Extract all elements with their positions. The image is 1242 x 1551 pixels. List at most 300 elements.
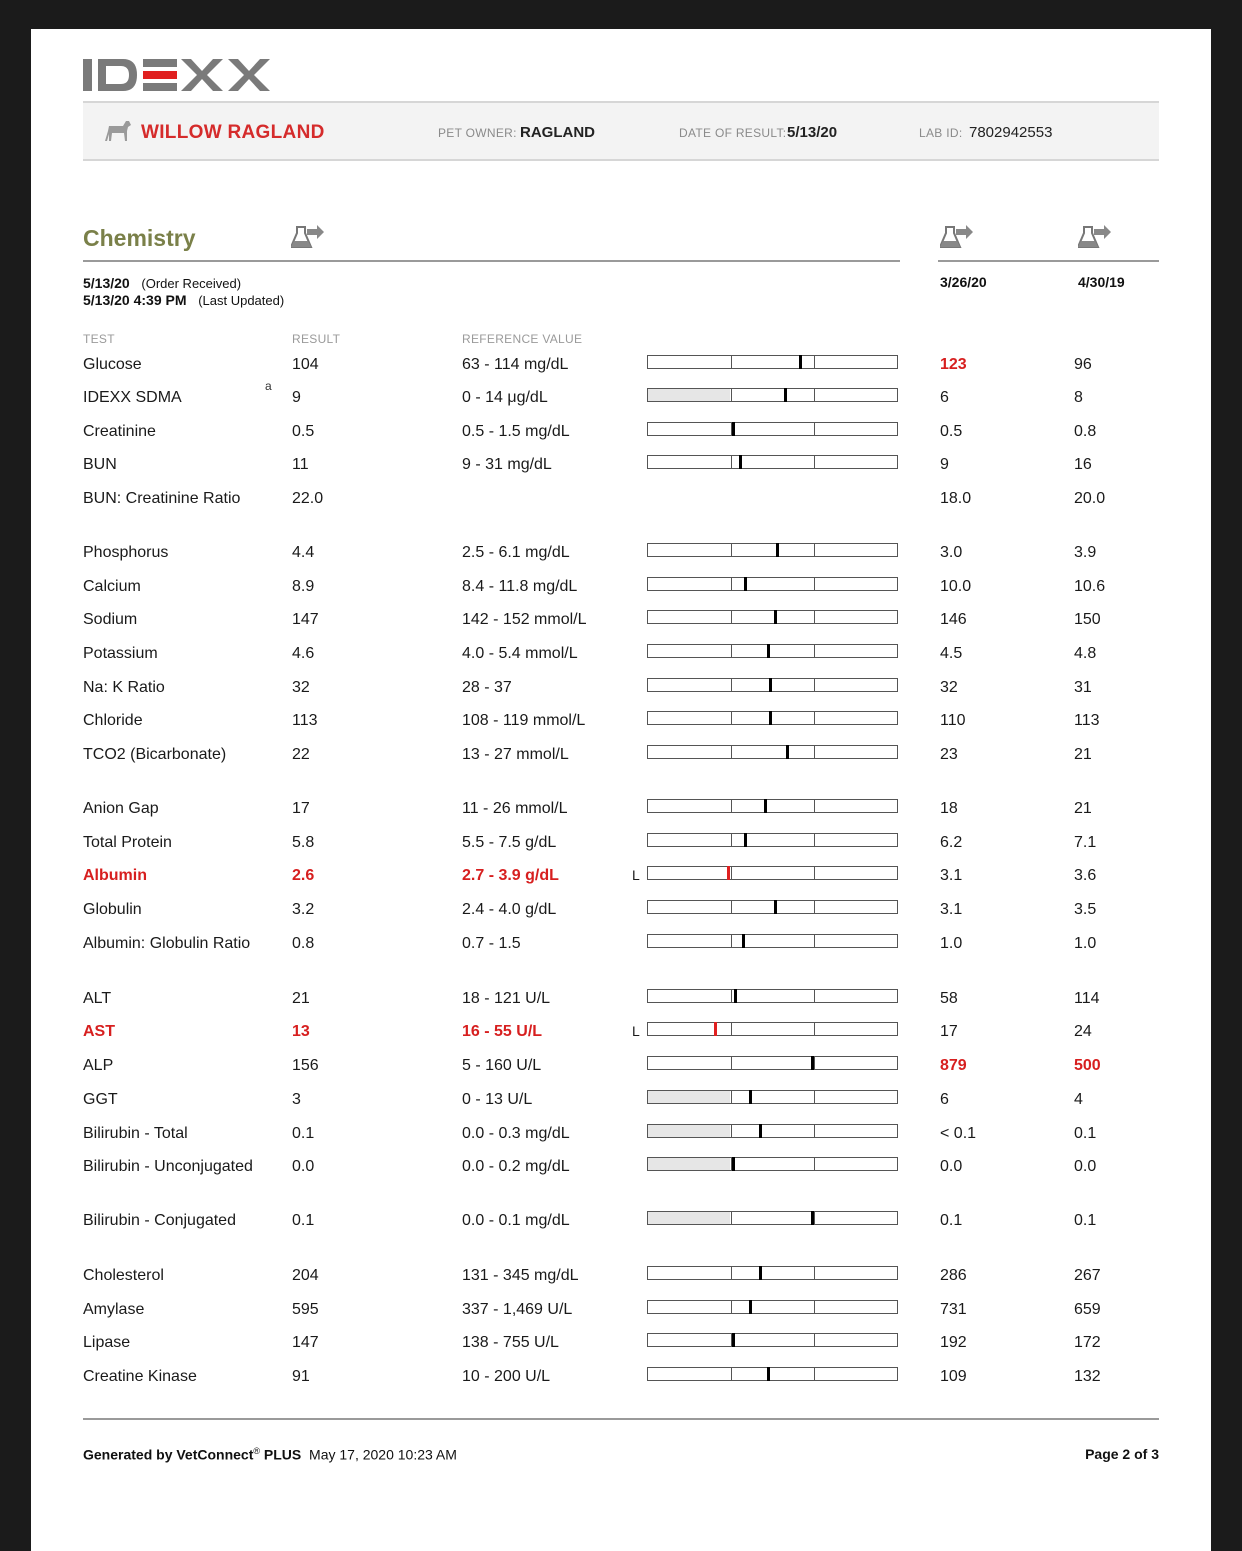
range-bar-divider xyxy=(814,679,815,691)
reference-range: 2.7 - 3.9 g/dL xyxy=(462,867,559,884)
previous-result-2: 3.6 xyxy=(1074,867,1097,884)
date-label: DATE OF RESULT: xyxy=(679,126,787,140)
table-row xyxy=(31,421,1211,455)
test-name: Bilirubin - Unconjugated xyxy=(83,1158,253,1175)
result-value: 2.6 xyxy=(292,867,315,884)
range-bar-divider xyxy=(814,1368,815,1380)
result-value: 104 xyxy=(292,356,319,373)
range-bar-divider xyxy=(814,800,815,812)
range-bar-divider xyxy=(814,1301,815,1313)
range-indicator-bar xyxy=(647,543,898,557)
previous-result-1: 0.0 xyxy=(940,1158,963,1175)
range-bar-divider xyxy=(731,800,732,812)
previous-result-2: 31 xyxy=(1074,679,1092,696)
range-bar-divider xyxy=(731,544,732,556)
range-indicator-bar xyxy=(647,355,898,369)
previous-result-2: 114 xyxy=(1074,990,1100,1007)
result-value: 22 xyxy=(292,746,310,763)
table-row xyxy=(31,609,1211,643)
table-row xyxy=(31,832,1211,866)
range-indicator-bar xyxy=(647,1124,898,1138)
result-marker xyxy=(759,1124,762,1138)
range-bar-divider xyxy=(814,389,815,401)
test-name: Sodium xyxy=(83,611,138,628)
table-row xyxy=(31,933,1211,967)
table-row xyxy=(31,542,1211,576)
result-marker xyxy=(739,455,742,469)
table-row xyxy=(31,488,1211,522)
reference-range: 11 - 26 mmol/L xyxy=(462,800,568,817)
page-number: Page 2 of 3 xyxy=(1085,1446,1159,1462)
table-row xyxy=(31,1156,1211,1190)
result-marker xyxy=(786,745,789,759)
previous-result-1: 17 xyxy=(940,1023,958,1040)
result-marker xyxy=(744,577,747,591)
range-bar-divider xyxy=(731,901,732,913)
previous-result-1: 731 xyxy=(940,1301,967,1318)
column-header-test: TEST xyxy=(83,332,115,346)
test-name: Phosphorus xyxy=(83,544,169,561)
range-bar-divider xyxy=(731,1368,732,1380)
range-indicator-bar xyxy=(647,1333,898,1347)
updated-date: 5/13/20 4:39 PM xyxy=(83,292,187,308)
section-rule xyxy=(83,260,900,262)
test-name: Potassium xyxy=(83,645,158,662)
order-note: (Order Received) xyxy=(141,276,242,291)
table-row xyxy=(31,1332,1211,1366)
previous-result-2: 10.6 xyxy=(1074,578,1106,595)
range-bar-divider xyxy=(731,935,732,947)
result-marker xyxy=(776,543,779,557)
previous-result-2: 1.0 xyxy=(1074,935,1097,952)
test-name: Anion Gap xyxy=(83,800,159,817)
labid-label: LAB ID: xyxy=(919,126,963,140)
result-value: 0.0 xyxy=(292,1158,315,1175)
range-indicator-bar xyxy=(647,1367,898,1381)
result-marker xyxy=(767,644,770,658)
reference-range: 28 - 37 xyxy=(462,679,512,696)
range-indicator-bar xyxy=(647,1300,898,1314)
previous-result-2: 267 xyxy=(1074,1267,1101,1284)
test-name: BUN: Creatinine Ratio xyxy=(83,490,241,507)
patient-name: WILLOW RAGLAND xyxy=(141,122,325,143)
result-value: 9 xyxy=(292,389,301,406)
range-bar-divider xyxy=(814,901,815,913)
result-marker xyxy=(767,1367,770,1381)
range-bar-divider xyxy=(814,611,815,623)
range-bar-divider xyxy=(814,578,815,590)
previous-result-2: 16 xyxy=(1074,456,1092,473)
table-row xyxy=(31,710,1211,744)
range-bar-shade xyxy=(648,1158,730,1170)
result-marker xyxy=(799,355,802,369)
reference-range: 10 - 200 U/L xyxy=(462,1368,551,1385)
range-bar-divider xyxy=(731,746,732,758)
range-indicator-bar xyxy=(647,1157,898,1171)
previous-result-2: 96 xyxy=(1074,356,1092,373)
flask-arrow-icon[interactable] xyxy=(940,223,974,251)
range-bar-divider xyxy=(731,1023,732,1035)
result-value: 21 xyxy=(292,990,310,1007)
previous-result-2: 150 xyxy=(1074,611,1101,628)
previous-result-1: 6 xyxy=(940,1091,949,1108)
result-value: 22.0 xyxy=(292,490,324,507)
reference-range: 16 - 55 U/L xyxy=(462,1023,543,1040)
footer-rule xyxy=(83,1418,1159,1420)
range-bar-divider xyxy=(731,456,732,468)
previous-result-2: 0.1 xyxy=(1074,1212,1097,1229)
range-indicator-bar xyxy=(647,1090,898,1104)
reference-range: 13 - 27 mmol/L xyxy=(462,746,569,763)
reference-range: 9 - 31 mg/dL xyxy=(462,456,552,473)
previous-result-1: 6 xyxy=(940,389,949,406)
table-row xyxy=(31,1089,1211,1123)
result-marker xyxy=(784,388,787,402)
previous-result-1: 123 xyxy=(940,356,967,373)
result-marker xyxy=(749,1090,752,1104)
table-row xyxy=(31,1123,1211,1157)
previous-result-1: 10.0 xyxy=(940,578,972,595)
previous-result-1: 9 xyxy=(940,456,949,473)
range-bar-divider xyxy=(814,1057,815,1069)
table-row xyxy=(31,379,1211,421)
reference-range: 5 - 160 U/L xyxy=(462,1057,542,1074)
test-name: Bilirubin - Conjugated xyxy=(83,1212,236,1229)
generated-prefix: Generated by VetConnect xyxy=(83,1446,254,1463)
result-value: 147 xyxy=(292,1334,319,1351)
previous-result-2: 172 xyxy=(1074,1334,1101,1351)
range-indicator-bar xyxy=(647,644,898,658)
result-marker xyxy=(749,1300,752,1314)
range-bar-divider xyxy=(731,867,732,879)
range-bar-shade xyxy=(648,1125,730,1137)
reference-range: 0.5 - 1.5 mg/dL xyxy=(462,423,570,440)
result-marker xyxy=(769,711,772,725)
reference-range: 18 - 121 U/L xyxy=(462,990,551,1007)
range-indicator-bar xyxy=(647,900,898,914)
test-name: Glucose xyxy=(83,356,142,373)
range-indicator-bar xyxy=(647,1266,898,1280)
result-value: 5.8 xyxy=(292,834,315,851)
result-marker xyxy=(732,422,735,436)
previous-result-1: 18.0 xyxy=(940,490,972,507)
range-bar-divider xyxy=(731,389,732,401)
flask-arrow-icon[interactable] xyxy=(1078,223,1112,251)
test-name: Albumin xyxy=(83,867,147,884)
result-marker xyxy=(714,1022,717,1036)
previous-result-1: 32 xyxy=(940,679,958,696)
range-indicator-bar xyxy=(647,989,898,1003)
previous-result-2: 0.1 xyxy=(1074,1125,1097,1142)
range-indicator-bar xyxy=(647,422,898,436)
range-indicator-bar xyxy=(647,934,898,948)
range-bar-divider xyxy=(814,834,815,846)
previous-result-1: 3.1 xyxy=(940,901,963,918)
range-bar-divider xyxy=(731,1267,732,1279)
range-bar-divider xyxy=(814,1158,815,1170)
result-marker xyxy=(744,833,747,847)
previous-result-2: 659 xyxy=(1074,1301,1101,1318)
previous-result-1: 146 xyxy=(940,611,967,628)
result-value: 0.8 xyxy=(292,935,315,952)
reference-range: 2.5 - 6.1 mg/dL xyxy=(462,544,570,561)
range-indicator-bar xyxy=(647,577,898,591)
previous-result-2: 21 xyxy=(1074,746,1092,763)
previous-result-1: 3.1 xyxy=(940,867,963,884)
result-value: 0.1 xyxy=(292,1125,315,1142)
reference-range: 337 - 1,469 U/L xyxy=(462,1301,573,1318)
reference-range: 0 - 13 U/L xyxy=(462,1091,533,1108)
previous-result-1: 4.5 xyxy=(940,645,963,662)
previous-result-1: 192 xyxy=(940,1334,967,1351)
table-row xyxy=(31,899,1211,933)
previous-result-1: 879 xyxy=(940,1057,967,1074)
table-row xyxy=(31,988,1211,1022)
result-value: 3.2 xyxy=(292,901,315,918)
range-bar-divider xyxy=(731,1125,732,1137)
range-bar-divider xyxy=(731,1091,732,1103)
range-bar-divider xyxy=(814,1212,815,1224)
previous-result-1: 109 xyxy=(940,1368,967,1385)
previous-result-1: 1.0 xyxy=(940,935,963,952)
range-indicator-bar xyxy=(647,678,898,692)
reference-range: 2.4 - 4.0 g/dL xyxy=(462,901,557,918)
result-marker xyxy=(774,610,777,624)
test-name: Albumin: Globulin Ratio xyxy=(83,935,251,952)
table-row xyxy=(31,1299,1211,1333)
result-value: 8.9 xyxy=(292,578,315,595)
test-name: ALP xyxy=(83,1057,114,1074)
range-indicator-bar xyxy=(647,455,898,469)
result-marker xyxy=(742,934,745,948)
prev-date-2: 4/30/19 xyxy=(1078,274,1125,290)
idexx-logo xyxy=(83,57,271,93)
previous-result-2: 500 xyxy=(1074,1057,1101,1074)
table-row xyxy=(31,354,1211,388)
range-bar-divider xyxy=(814,990,815,1002)
range-bar-divider xyxy=(814,1023,815,1035)
reference-range: 0.7 - 1.5 xyxy=(462,935,521,952)
table-row xyxy=(31,1366,1211,1400)
range-indicator-bar xyxy=(647,799,898,813)
previous-result-2: 20.0 xyxy=(1074,490,1106,507)
range-bar-divider xyxy=(731,578,732,590)
previous-result-1: 18 xyxy=(940,800,958,817)
range-bar-shade xyxy=(648,389,730,401)
report-page xyxy=(31,29,1211,1551)
range-indicator-bar xyxy=(647,833,898,847)
range-indicator-bar xyxy=(647,866,898,880)
range-bar-shade xyxy=(648,1212,730,1224)
reference-range: 0.0 - 0.3 mg/dL xyxy=(462,1125,570,1142)
registered-mark: ® xyxy=(253,1446,261,1456)
high-low-flag: L xyxy=(632,867,640,883)
test-name: Chloride xyxy=(83,712,143,729)
date-value: 5/13/20 xyxy=(787,124,838,141)
test-name: Cholesterol xyxy=(83,1267,164,1284)
previous-result-1: 0.1 xyxy=(940,1212,963,1229)
result-value: 204 xyxy=(292,1267,319,1284)
reference-range: 0 - 14 μg/dL xyxy=(462,389,548,406)
range-bar-divider xyxy=(814,456,815,468)
result-value: 17 xyxy=(292,800,310,817)
flask-arrow-icon[interactable] xyxy=(291,223,325,251)
previous-result-1: 23 xyxy=(940,746,958,763)
owner-value: RAGLAND xyxy=(520,124,595,141)
prev-date-1: 3/26/20 xyxy=(940,274,987,290)
result-value: 147 xyxy=(292,611,319,628)
previous-result-1: 286 xyxy=(940,1267,967,1284)
result-marker xyxy=(759,1266,762,1280)
result-value: 13 xyxy=(292,1023,310,1040)
range-bar-shade xyxy=(648,1091,730,1103)
reference-range: 108 - 119 mmol/L xyxy=(462,712,586,729)
previous-result-1: 6.2 xyxy=(940,834,963,851)
range-bar-divider xyxy=(814,867,815,879)
range-bar-divider xyxy=(814,544,815,556)
test-name: Bilirubin - Total xyxy=(83,1125,188,1142)
previous-result-1: 110 xyxy=(940,712,966,729)
result-value: 156 xyxy=(292,1057,319,1074)
table-row xyxy=(31,1265,1211,1299)
previous-result-2: 3.5 xyxy=(1074,901,1097,918)
result-marker xyxy=(764,799,767,813)
test-name: Lipase xyxy=(83,1334,131,1351)
range-bar-divider xyxy=(814,1267,815,1279)
result-value: 0.1 xyxy=(292,1212,315,1229)
test-footnote-marker: a xyxy=(265,379,272,393)
result-value: 91 xyxy=(292,1368,310,1385)
table-row xyxy=(31,643,1211,677)
dog-icon xyxy=(103,119,133,143)
range-bar-divider xyxy=(814,712,815,724)
last-updated-line xyxy=(83,292,284,308)
table-row xyxy=(31,1055,1211,1089)
previous-result-2: 3.9 xyxy=(1074,544,1097,561)
previous-results-rule xyxy=(938,260,1159,262)
test-name: Total Protein xyxy=(83,834,172,851)
section-title: Chemistry xyxy=(83,225,196,251)
reference-range: 142 - 152 mmol/L xyxy=(462,611,587,628)
test-name: Creatine Kinase xyxy=(83,1368,197,1385)
result-marker xyxy=(732,1333,735,1347)
range-bar-divider xyxy=(731,712,732,724)
labid-value: 7802942553 xyxy=(969,124,1053,141)
previous-result-1: 0.5 xyxy=(940,423,963,440)
range-bar-divider xyxy=(814,1334,815,1346)
previous-result-2: 113 xyxy=(1074,712,1100,729)
range-indicator-bar xyxy=(647,745,898,759)
table-row xyxy=(31,677,1211,711)
result-marker xyxy=(732,1157,735,1171)
test-name: IDEXX SDMA xyxy=(83,389,182,406)
previous-result-2: 132 xyxy=(1074,1368,1101,1385)
table-row xyxy=(31,744,1211,778)
result-marker xyxy=(727,866,730,880)
result-marker xyxy=(811,1211,814,1225)
range-bar-divider xyxy=(814,1125,815,1137)
result-value: 32 xyxy=(292,679,310,696)
generated-by xyxy=(83,1446,457,1463)
range-bar-divider xyxy=(731,990,732,1002)
result-marker xyxy=(769,678,772,692)
reference-range: 0.0 - 0.2 mg/dL xyxy=(462,1158,570,1175)
range-bar-divider xyxy=(814,935,815,947)
reference-range: 4.0 - 5.4 mmol/L xyxy=(462,645,578,662)
range-bar-divider xyxy=(731,356,732,368)
previous-result-2: 0.8 xyxy=(1074,423,1097,440)
result-marker xyxy=(734,989,737,1003)
range-bar-divider xyxy=(731,611,732,623)
range-indicator-bar xyxy=(647,711,898,725)
result-marker xyxy=(811,1056,814,1070)
previous-result-2: 21 xyxy=(1074,800,1092,817)
test-name: BUN xyxy=(83,456,117,473)
previous-result-2: 4.8 xyxy=(1074,645,1097,662)
result-value: 11 xyxy=(292,456,309,473)
product-name: PLUS xyxy=(263,1446,302,1463)
result-value: 113 xyxy=(292,712,318,729)
previous-result-1: < 0.1 xyxy=(940,1125,977,1142)
previous-result-1: 58 xyxy=(940,990,958,1007)
reference-range: 5.5 - 7.5 g/dL xyxy=(462,834,557,851)
test-name: AST xyxy=(83,1023,115,1040)
previous-result-1: 3.0 xyxy=(940,544,963,561)
table-row xyxy=(31,454,1211,488)
range-indicator-bar xyxy=(647,1022,898,1036)
range-indicator-bar xyxy=(647,388,898,402)
range-bar-divider xyxy=(814,423,815,435)
range-bar-divider xyxy=(814,356,815,368)
test-name: Amylase xyxy=(83,1301,145,1318)
range-indicator-bar xyxy=(647,1211,898,1225)
test-name: TCO2 (Bicarbonate) xyxy=(83,746,227,763)
range-bar-divider xyxy=(731,834,732,846)
range-bar-divider xyxy=(731,679,732,691)
table-row xyxy=(31,1021,1211,1055)
range-bar-divider xyxy=(814,1091,815,1103)
result-value: 0.5 xyxy=(292,423,315,440)
result-value: 4.4 xyxy=(292,544,315,561)
generated-date: May 17, 2020 10:23 AM xyxy=(309,1446,457,1463)
patient-header xyxy=(83,101,1159,161)
order-received-line xyxy=(83,275,241,291)
result-value: 595 xyxy=(292,1301,319,1318)
range-bar-divider xyxy=(731,1057,732,1069)
reference-range: 63 - 114 mg/dL xyxy=(462,356,569,373)
table-row xyxy=(31,798,1211,832)
result-value: 4.6 xyxy=(292,645,315,662)
test-name: Creatinine xyxy=(83,423,156,440)
reference-range: 0.0 - 0.1 mg/dL xyxy=(462,1212,570,1229)
order-date: 5/13/20 xyxy=(83,275,130,291)
previous-result-2: 8 xyxy=(1074,389,1083,406)
range-bar-divider xyxy=(731,645,732,657)
range-bar-divider xyxy=(814,645,815,657)
test-name: ALT xyxy=(83,990,112,1007)
table-row xyxy=(31,865,1211,899)
high-low-flag: L xyxy=(632,1023,640,1039)
range-bar-divider xyxy=(731,1301,732,1313)
column-header-result: RESULT xyxy=(292,332,341,346)
result-value: 3 xyxy=(292,1091,301,1108)
previous-result-2: 24 xyxy=(1074,1023,1092,1040)
range-indicator-bar xyxy=(647,610,898,624)
test-name: Globulin xyxy=(83,901,142,918)
range-bar-divider xyxy=(814,746,815,758)
test-name: Calcium xyxy=(83,578,141,595)
range-indicator-bar xyxy=(647,1056,898,1070)
